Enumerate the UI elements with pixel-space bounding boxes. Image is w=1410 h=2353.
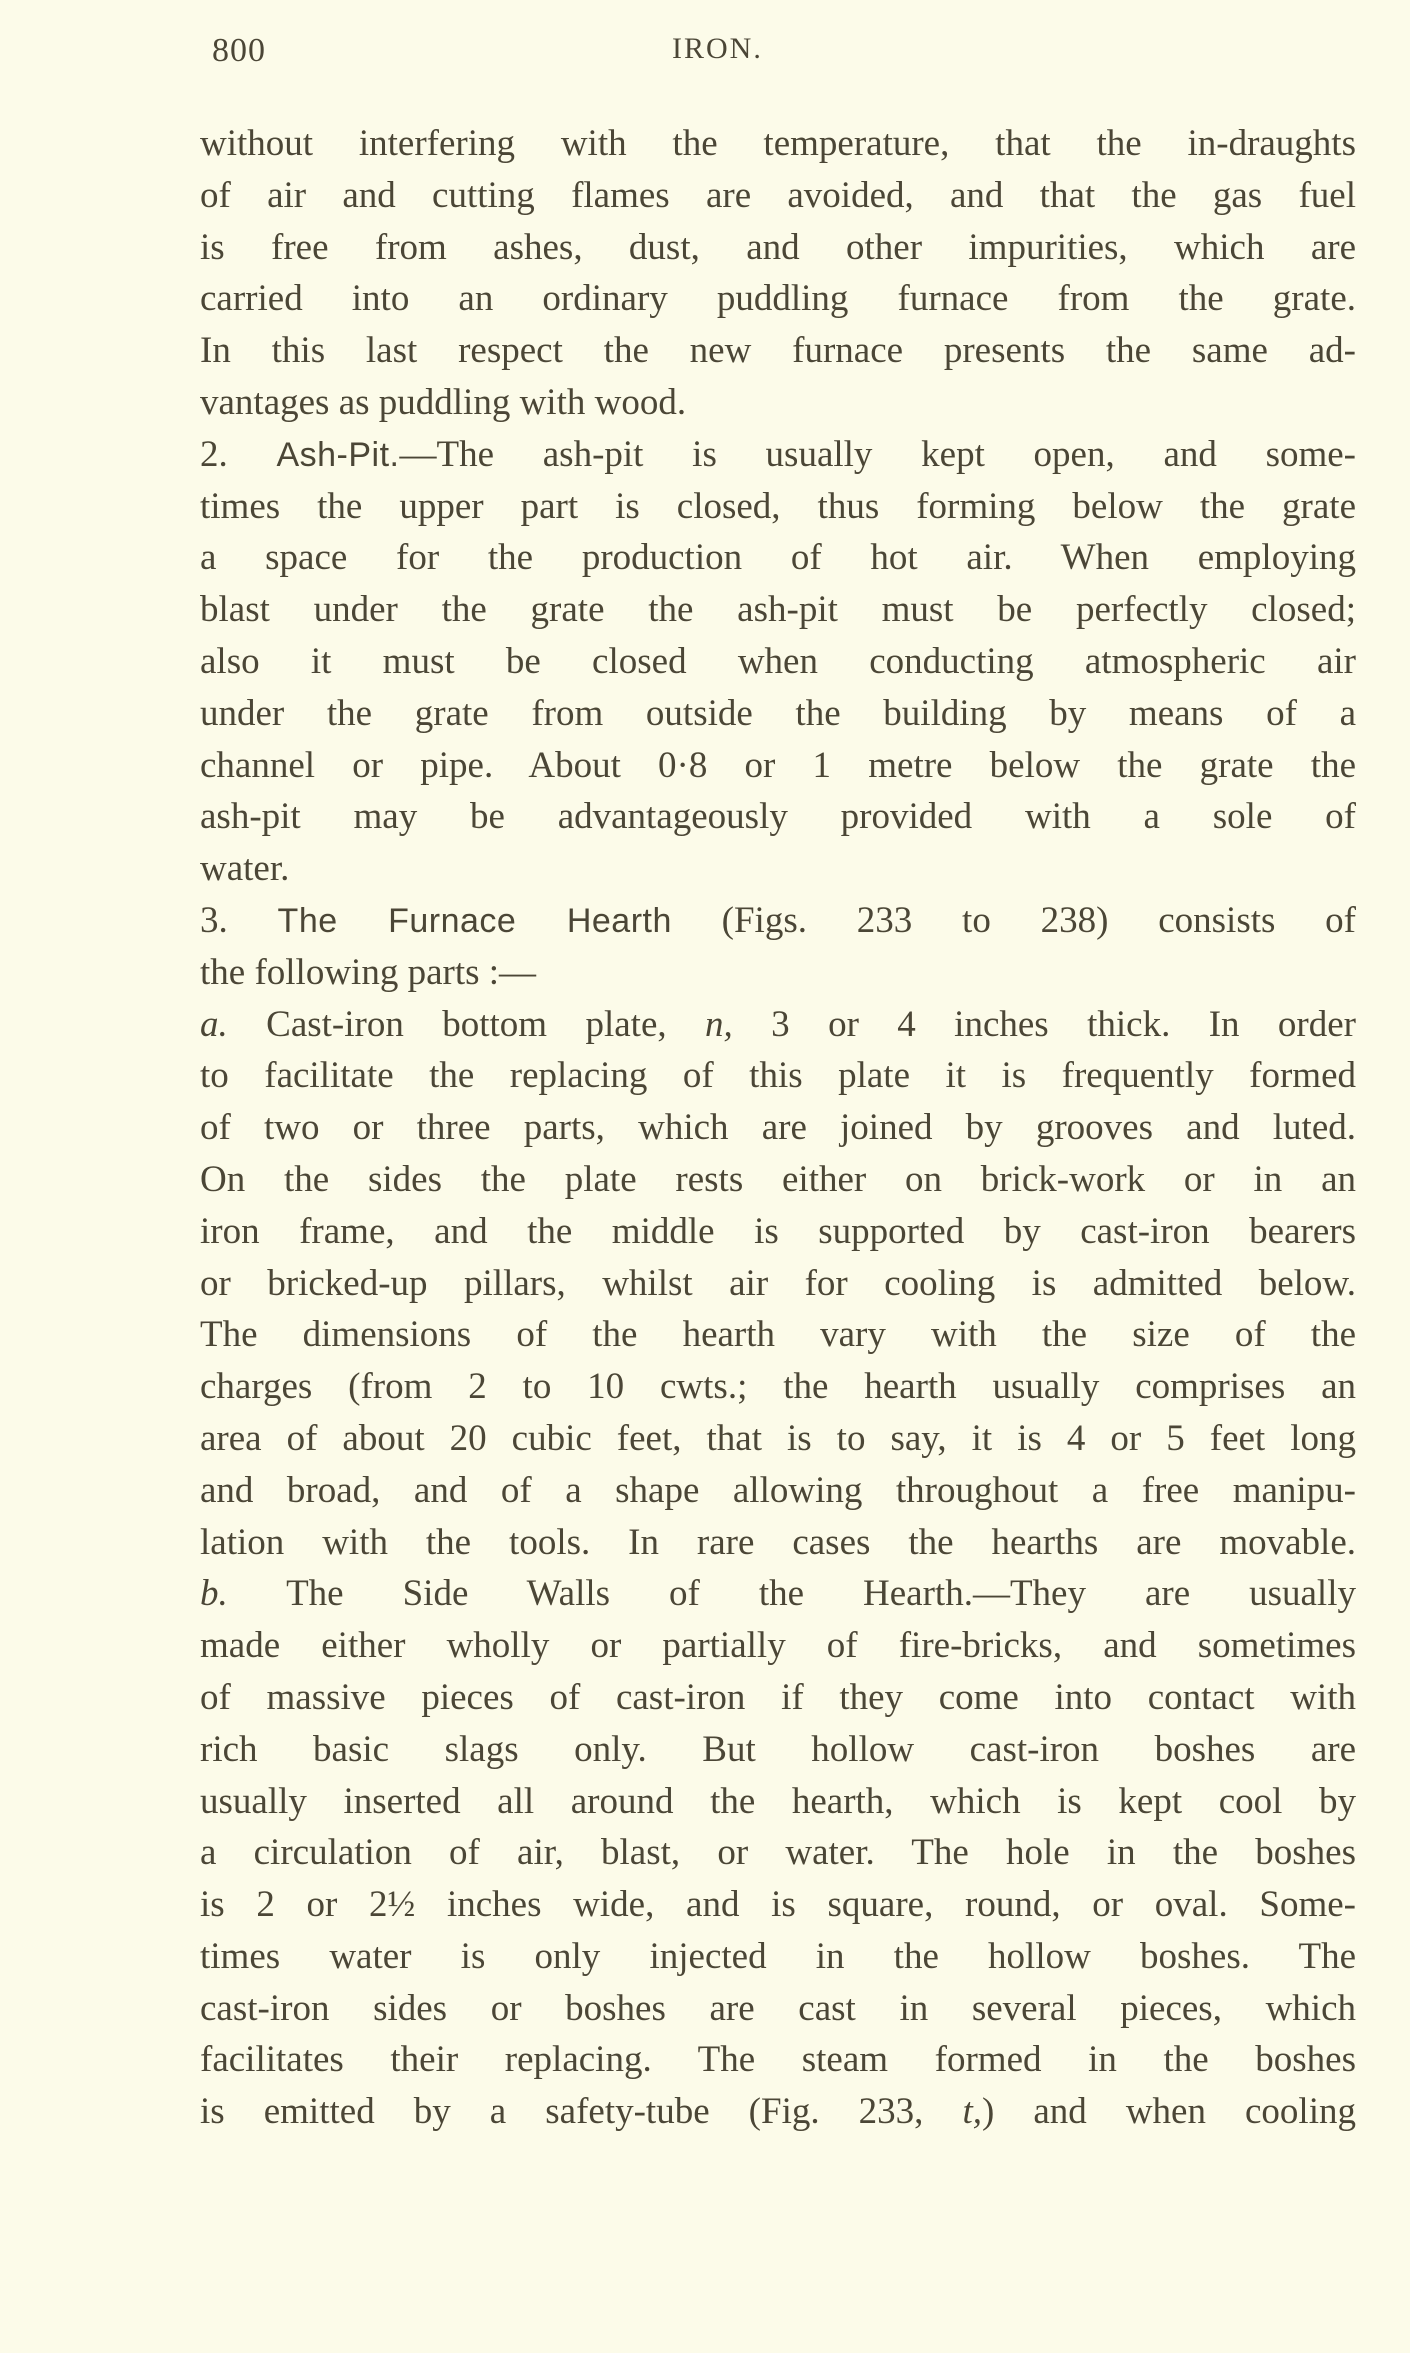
- text-segment: (Figs. 233 to 238) consists of: [671, 899, 1357, 941]
- text-segment: b.: [200, 1573, 228, 1615]
- text-segment: 2.: [200, 433, 277, 475]
- text-line: [200, 1827, 1356, 1879]
- text-line: [200, 1102, 1356, 1154]
- text-segment: t,: [962, 2091, 982, 2133]
- text-segment: In this last respect the new furnace presents the same ad-: [200, 330, 1356, 372]
- text-segment: n,: [705, 1003, 733, 1045]
- text-segment: of air and cutting flames are avoided, and that the gas fuel: [200, 174, 1356, 216]
- text-line: [200, 377, 1356, 429]
- text-line: [200, 1050, 1356, 1102]
- text-line: [200, 1361, 1356, 1413]
- text-line: [200, 1620, 1356, 1672]
- text-segment: 3 or 4 inches thick. In order: [732, 1003, 1356, 1045]
- text-segment: is emitted by a safety-tube (Fig. 233,: [200, 2091, 963, 2133]
- text-segment: water.: [200, 848, 290, 890]
- text-line: [200, 1413, 1356, 1465]
- text-line: [200, 1776, 1356, 1828]
- text-line: [200, 740, 1356, 792]
- text-segment: a space for the production of hot air. When employing: [200, 537, 1356, 579]
- text-segment: ) and when cooling: [981, 2091, 1356, 2133]
- text-segment: is free from ashes, dust, and other impurities, which are: [200, 226, 1356, 268]
- text-line: [200, 222, 1356, 274]
- text-segment: charges (from 2 to 10 cwts.; the hearth usually comprises an: [200, 1366, 1356, 1408]
- text-segment: vantages as puddling with wood.: [200, 381, 687, 423]
- text-segment: cast-iron sides or boshes are cast in several pieces, which: [200, 1987, 1356, 2029]
- text-segment: The Furnace Hearth: [277, 901, 672, 940]
- text-line: [200, 1258, 1356, 1310]
- text-segment: The Side Walls of the Hearth.—They are usually: [227, 1573, 1356, 1615]
- text-segment: usually inserted all around the hearth, which is kept cool by: [200, 1780, 1356, 1822]
- text-segment: and broad, and of a shape allowing throughout a free manipu-: [200, 1469, 1356, 1511]
- text-segment: of two or three parts, which are joined by grooves and luted.: [200, 1107, 1356, 1149]
- text-line: [200, 1309, 1356, 1361]
- text-segment: under the grate from outside the building by means of a: [200, 692, 1356, 734]
- text-segment: On the sides the plate rests either on brick-work or in an: [200, 1158, 1356, 1200]
- text-line: [200, 532, 1356, 584]
- text-line: [200, 1931, 1356, 1983]
- text-segment: area of about 20 cubic feet, that is to say, it is 4 or 5 feet long: [200, 1417, 1356, 1459]
- text-segment: made either wholly or partially of fire-bricks, and sometimes: [200, 1625, 1356, 1667]
- text-line: [200, 1672, 1356, 1724]
- text-line: [200, 429, 1356, 481]
- text-segment: or bricked-up pillars, whilst air for cooling is admitted below.: [200, 1262, 1356, 1304]
- text-segment: carried into an ordinary puddling furnace from the grate.: [200, 278, 1356, 320]
- text-segment: is 2 or 2½ inches wide, and is square, round, or oval. Some-: [200, 1884, 1356, 1926]
- text-segment: of massive pieces of cast-iron if they come into contact with: [200, 1676, 1356, 1718]
- text-segment: a.: [200, 1003, 228, 1045]
- text-line: [200, 947, 1356, 999]
- text-segment: times water is only injected in the hollow boshes. The: [200, 1935, 1356, 1977]
- text-segment: blast under the grate the ash-pit must be perfectly closed;: [200, 589, 1356, 631]
- text-segment: the following parts :—: [200, 951, 537, 993]
- text-segment: lation with the tools. In rare cases the hearths are movable.: [200, 1521, 1356, 1563]
- text-line: [200, 843, 1356, 895]
- text-line: [200, 118, 1356, 170]
- text-line: [200, 999, 1356, 1051]
- text-line: [200, 1206, 1356, 1258]
- text-line: [200, 636, 1356, 688]
- text-segment: a circulation of air, blast, or water. The hole in the boshes: [200, 1832, 1356, 1874]
- text-line: [200, 170, 1356, 222]
- text-line: [200, 481, 1356, 533]
- text-line: [200, 688, 1356, 740]
- text-segment: 3.: [200, 899, 278, 941]
- text-segment: —The ash-pit is usually kept open, and some-: [399, 433, 1356, 475]
- text-line: [200, 1724, 1356, 1776]
- page-number: 800: [212, 32, 266, 69]
- text-segment: without interfering with the temperature, that the in-draughts: [200, 123, 1356, 164]
- text-line: [200, 1879, 1356, 1931]
- text-segment: ash-pit may be advantageously provided with a sole of: [200, 796, 1356, 838]
- text-line: [200, 1983, 1356, 2035]
- text-line: [200, 895, 1356, 947]
- running-title: IRON.: [672, 32, 763, 65]
- text-segment: channel or pipe. About 0·8 or 1 metre below the grate the: [200, 744, 1356, 786]
- text-line: [200, 1568, 1356, 1620]
- text-segment: to facilitate the replacing of this plate it is frequently formed: [200, 1055, 1356, 1097]
- text-segment: The dimensions of the hearth vary with the size of the: [200, 1314, 1356, 1356]
- text-line: [200, 2034, 1356, 2086]
- body-text: [200, 118, 1356, 2138]
- text-segment: facilitates their replacing. The steam formed in the boshes: [200, 2039, 1356, 2081]
- text-line: [200, 273, 1356, 325]
- text-line: [200, 2086, 1356, 2138]
- text-line: [200, 1517, 1356, 1569]
- text-segment: iron frame, and the middle is supported by cast-iron bearers: [200, 1210, 1356, 1252]
- text-line: [200, 325, 1356, 377]
- text-segment: also it must be closed when conducting atmospheric air: [200, 640, 1356, 682]
- text-line: [200, 791, 1356, 843]
- text-line: [200, 1154, 1356, 1206]
- text-segment: Ash-Pit.: [276, 435, 400, 474]
- text-segment: times the upper part is closed, thus forming below the grate: [200, 485, 1356, 527]
- text-line: [200, 584, 1356, 636]
- text-segment: rich basic slags only. But hollow cast-iron boshes are: [200, 1728, 1356, 1770]
- text-segment: Cast-iron bottom plate,: [227, 1003, 706, 1045]
- text-line: [200, 1465, 1356, 1517]
